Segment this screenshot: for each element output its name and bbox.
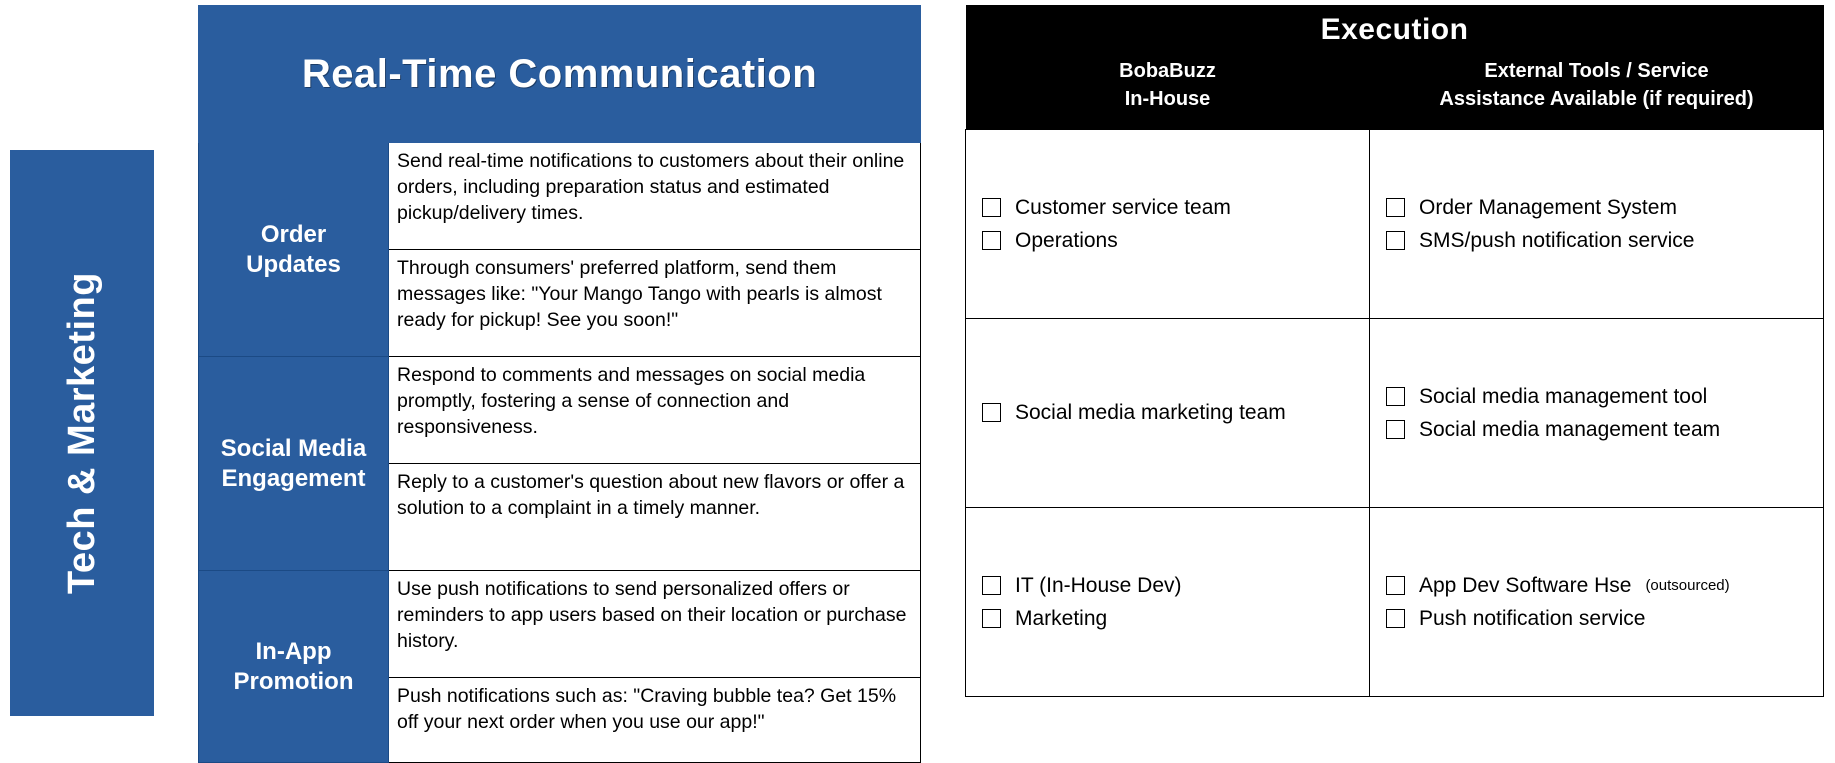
column-header-external bbox=[1370, 53, 1824, 130]
category-label-line2: Updates bbox=[246, 250, 341, 278]
category-label-line1: Order bbox=[260, 220, 327, 248]
checkbox-item[interactable] bbox=[982, 572, 1353, 599]
checkbox-item[interactable] bbox=[1386, 383, 1807, 410]
checkbox-label: Social media marketing team bbox=[1015, 401, 1286, 425]
execution-title: Execution bbox=[966, 5, 1824, 53]
checkbox-item[interactable] bbox=[982, 194, 1353, 221]
checkbox-icon[interactable] bbox=[1386, 576, 1405, 595]
checkbox-item[interactable] bbox=[1386, 227, 1807, 254]
table-row bbox=[199, 571, 921, 678]
column-header-external-line1: External Tools / Service bbox=[1484, 60, 1709, 82]
category-label-line2: Engagement bbox=[221, 464, 366, 492]
checkbox-item[interactable] bbox=[982, 399, 1353, 426]
execution-cell-inhouse bbox=[966, 319, 1370, 508]
description-cell: Push notifications such as: "Craving bubble tea? Get 15% off your next order when you use our app!" bbox=[389, 678, 921, 763]
execution-title-row bbox=[966, 5, 1824, 53]
table-header-row bbox=[199, 6, 921, 143]
checkbox-icon[interactable] bbox=[1386, 231, 1405, 250]
checkbox-icon[interactable] bbox=[982, 403, 1001, 422]
column-header-inhouse-line2: In-House bbox=[1124, 88, 1211, 110]
category-label-line2: Promotion bbox=[233, 667, 354, 695]
checkbox-item[interactable] bbox=[1386, 572, 1807, 599]
description-cell: Through consumers' preferred platform, send them messages like: "Your Mango Tango with pearls is almost ready for pickup! See you soon!" bbox=[389, 250, 921, 357]
column-header-inhouse bbox=[966, 53, 1370, 130]
checkbox-item[interactable] bbox=[1386, 416, 1807, 443]
checkbox-label: SMS/push notification service bbox=[1419, 229, 1695, 252]
checkbox-label: Operations bbox=[1015, 229, 1118, 252]
checkbox-label: Order Management System bbox=[1419, 195, 1677, 219]
checkbox-item[interactable] bbox=[1386, 605, 1807, 632]
category-label-line1: In-App bbox=[255, 637, 332, 665]
checkbox-icon[interactable] bbox=[1386, 387, 1405, 406]
table-row bbox=[199, 143, 921, 250]
table-row bbox=[966, 319, 1824, 508]
execution-cell-external bbox=[1370, 130, 1824, 319]
execution-subheader-row bbox=[966, 53, 1824, 130]
description-cell: Respond to comments and messages on social media promptly, fostering a sense of connection and responsiveness. bbox=[389, 357, 921, 464]
checkbox-label: Social media management tool bbox=[1419, 384, 1708, 408]
checkbox-icon[interactable] bbox=[982, 198, 1001, 217]
column-header-external-line2: Assistance Available (if required) bbox=[1439, 88, 1754, 110]
checkbox-label: Customer service team bbox=[1015, 195, 1231, 219]
execution-cell-external bbox=[1370, 508, 1824, 697]
checkbox-icon[interactable] bbox=[1386, 609, 1405, 628]
checkbox-icon[interactable] bbox=[982, 609, 1001, 628]
real-time-communication-table bbox=[198, 5, 921, 763]
checkbox-item[interactable] bbox=[982, 605, 1353, 632]
checkbox-icon[interactable] bbox=[1386, 198, 1405, 217]
category-label-line1: Social Media bbox=[220, 434, 367, 462]
checkbox-label: Push notification service bbox=[1419, 607, 1646, 630]
category-order-updates bbox=[199, 143, 389, 357]
execution-table bbox=[965, 5, 1824, 697]
checkbox-icon[interactable] bbox=[982, 576, 1001, 595]
checkbox-label-note: (outsourced) bbox=[1645, 576, 1730, 594]
table-row bbox=[966, 508, 1824, 697]
checkbox-icon[interactable] bbox=[982, 231, 1001, 250]
execution-cell-inhouse bbox=[966, 130, 1370, 319]
category-social-media-engagement bbox=[199, 357, 389, 571]
description-cell: Reply to a customer's question about new flavors or offer a solution to a complaint in a timely manner. bbox=[389, 464, 921, 571]
table-row bbox=[966, 130, 1824, 319]
checkbox-label: Marketing bbox=[1015, 607, 1108, 630]
section-spine bbox=[10, 150, 154, 716]
column-header-inhouse-line1: BobaBuzz bbox=[1119, 60, 1216, 82]
checkbox-icon[interactable] bbox=[1386, 420, 1405, 439]
execution-cell-external bbox=[1370, 319, 1824, 508]
checkbox-item[interactable] bbox=[982, 227, 1353, 254]
checkbox-label: App Dev Software Hse bbox=[1419, 573, 1632, 597]
category-in-app-promotion bbox=[199, 571, 389, 763]
table-row bbox=[199, 357, 921, 464]
execution-cell-inhouse bbox=[966, 508, 1370, 697]
section-spine-label: Tech & Marketing bbox=[60, 272, 103, 594]
description-cell: Send real-time notifications to customers about their online orders, including preparation status and estimated pickup/delivery times. bbox=[389, 143, 921, 250]
left-table-title: Real-Time Communication bbox=[199, 6, 921, 143]
checkbox-label: IT (In-House Dev) bbox=[1015, 573, 1182, 597]
checkbox-item[interactable] bbox=[1386, 194, 1807, 221]
description-cell: Use push notifications to send personalized offers or reminders to app users based on their location or purchase history. bbox=[389, 571, 921, 678]
checkbox-label: Social media management team bbox=[1419, 418, 1721, 441]
